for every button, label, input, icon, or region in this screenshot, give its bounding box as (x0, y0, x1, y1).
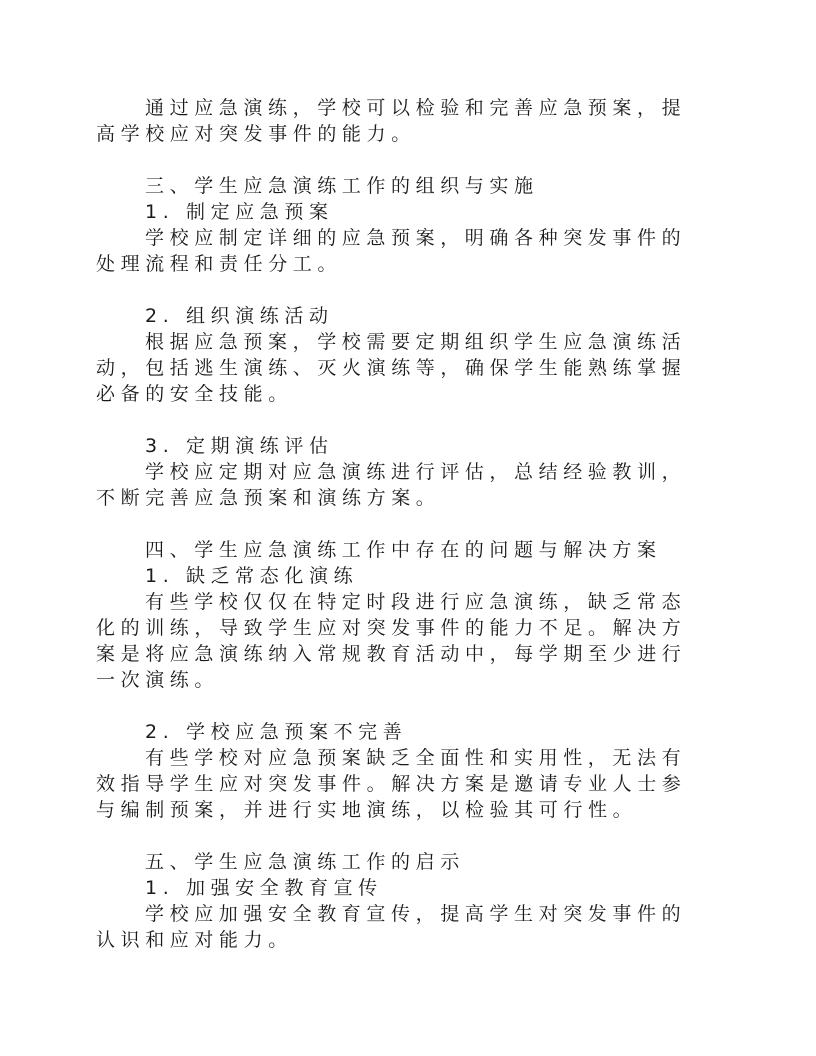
paragraph-4-1: 有些学校仅仅在特定时段进行应急演练，缺乏常态化的训练，导致学生应对突发事件的能力不足。解决方案是将应急演练纳入常规教育活动中，每学期至少进行一次演练。 (96, 591, 687, 691)
section-heading-3: 三、学生应急演练工作的组织与实施 (145, 175, 539, 197)
subheading-3-3: 3. 定期演练评估 (145, 435, 334, 457)
paragraph-3-2: 根据应急预案，学校需要定期组织学生应急演练活动，包括逃生演练、灭火演练等，确保学生能熟练掌握必备的安全技能。 (96, 331, 687, 405)
subheading-4-2: 2. 学校应急预案不完善 (145, 721, 408, 743)
paragraph-5-1: 学校应加强安全教育宣传，提高学生对突发事件的认识和应对能力。 (96, 903, 687, 951)
spacer (96, 407, 706, 433)
spacer (96, 693, 706, 719)
section-heading-4: 四、学生应急演练工作中存在的问题与解决方案 (145, 539, 662, 561)
spacer (96, 823, 706, 849)
section-heading-5: 五、学生应急演练工作的启示 (145, 851, 465, 873)
subheading-4-1: 1. 缺乏常态化演练 (145, 565, 359, 587)
paragraph-3-1: 学校应制定详细的应急预案，明确各种突发事件的处理流程和责任分工。 (96, 227, 687, 275)
paragraph-4-2: 有些学校对应急预案缺乏全面性和实用性，无法有效指导学生应对突发事件。解决方案是邀请专业人士参与编制预案，并进行实地演练，以检验其可行性。 (96, 747, 687, 821)
subheading-5-1: 1. 加强安全教育宣传 (145, 877, 383, 899)
paragraph-3-3: 学校应定期对应急演练进行评估，总结经验教训，不断完善应急预案和演练方案。 (96, 461, 687, 509)
paragraph-intro: 通过应急演练，学校可以检验和完善应急预案，提高学校应对突发事件的能力。 (96, 97, 687, 145)
document-page (96, 95, 706, 953)
subheading-3-1: 1. 制定应急预案 (145, 201, 334, 223)
spacer (96, 147, 706, 173)
spacer (96, 277, 706, 303)
subheading-3-2: 2. 组织演练活动 (145, 305, 334, 327)
spacer (96, 511, 706, 537)
